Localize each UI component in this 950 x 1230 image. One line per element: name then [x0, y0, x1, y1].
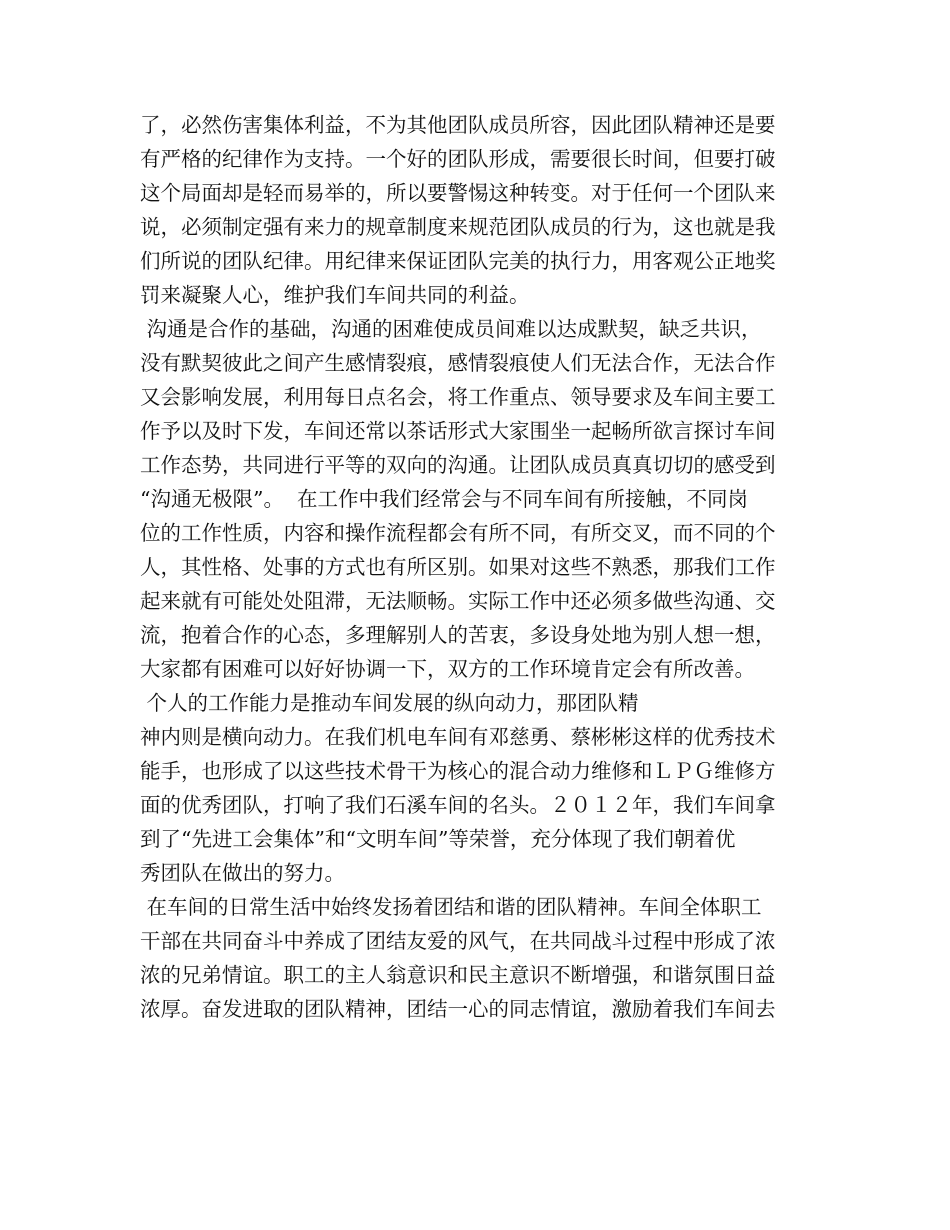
text-line: 能手，也形成了以这些技术骨干为核心的混合动力维修和ＬＰＧ维修方 — [140, 759, 776, 783]
text-line: 沟通是合作的基础，沟通的困难使成员间难以达成默契，缺乏共识， — [140, 317, 762, 341]
text-line: 流，抱着合作的心态，多理解别人的苦衷，多设身处地为别人想一想， — [140, 623, 776, 647]
text-line: 干部在共同奋斗中养成了团结友爱的风气，在共同战斗过程中形成了浓 — [140, 929, 776, 953]
text-line: 作予以及时下发，车间还常以茶话形式大家围坐一起畅所欲言探讨车间 — [140, 419, 776, 443]
text-line: 了，必然伤害集体利益，不为其他团队成员所容，因此团队精神还是要 — [140, 113, 776, 137]
text-line: “沟通无极限”。 在工作中我们经常会与不同车间有所接触，不同岗 — [140, 487, 748, 511]
text-line: 位的工作性质，内容和操作流程都会有所不同，有所交叉，而不同的个 — [140, 521, 776, 545]
text-line: 们所说的团队纪律。用纪律来保证团队完美的执行力，用客观公正地奖 — [140, 249, 776, 273]
text-line: 浓厚。奋发进取的团队精神，团结一心的同志情谊，激励着我们车间去 — [140, 997, 776, 1021]
text-line: 起来就有可能处处阻滞，无法顺畅。实际工作中还必须多做些沟通、交 — [140, 589, 776, 613]
text-line: 有严格的纪律作为支持。一个好的团队形成，需要很长时间，但要打破 — [140, 147, 776, 171]
text-line: 秀团队在做出的努力。 — [140, 861, 345, 885]
body-text — [140, 108, 820, 1026]
text-line: 神内则是横向动力。在我们机电车间有邓慈勇、蔡彬彬这样的优秀技术 — [140, 725, 776, 749]
text-line: 个人的工作能力是推动车间发展的纵向动力，那团队精 — [140, 691, 639, 715]
text-line: 大家都有困难可以好好协调一下，双方的工作环境肯定会有所改善。 — [140, 657, 755, 681]
text-line: 又会影响发展，利用每日点名会，将工作重点、领导要求及车间主要工 — [140, 385, 776, 409]
text-line: 这个局面却是轻而易举的，所以要警惕这种转变。对于任何一个团队来 — [140, 181, 776, 205]
text-line: 浓的兄弟情谊。职工的主人翁意识和民主意识不断增强，和谐氛围日益 — [140, 963, 776, 987]
text-line: 工作态势，共同进行平等的双向的沟通。让团队成员真真切切的感受到 — [140, 453, 776, 477]
text-line: 面的优秀团队，打响了我们石溪车间的名头。２０１２年，我们车间拿 — [140, 793, 776, 817]
text-line: 在车间的日常生活中始终发扬着团结和谐的团队精神。车间全体职工 — [140, 895, 762, 919]
text-line: 人，其性格、处事的方式也有所区别。如果对这些不熟悉，那我们工作 — [140, 555, 776, 579]
text-line: 罚来凝聚人心，维护我们车间共同的利益。 — [140, 283, 530, 307]
text-line: 到了“先进工会集体”和“文明车间”等荣誉，充分体现了我们朝着优 — [140, 827, 736, 851]
text-line: 没有默契彼此之间产生感情裂痕，感情裂痕使人们无法合作，无法合作 — [140, 351, 776, 375]
text-line: 说，必须制定强有来力的规章制度来规范团队成员的行为，这也就是我 — [140, 215, 776, 239]
